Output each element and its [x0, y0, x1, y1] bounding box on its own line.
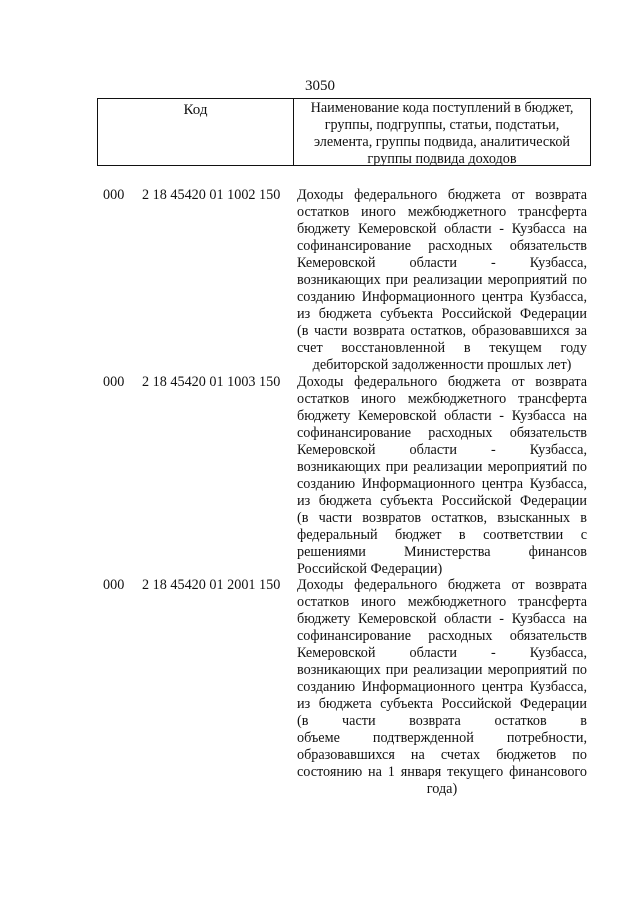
description-line: остатков иного межбюджетного трансферта	[297, 391, 587, 407]
header-name-line: элемента, группы подвида, аналитической	[313, 134, 571, 150]
header-code-cell: Код	[98, 99, 294, 165]
description-line: федеральный бюджет в соответствии с	[297, 527, 587, 543]
description-line: года)	[426, 781, 458, 797]
budget-code: 2 18 45420 01 2001 150	[142, 577, 281, 593]
description-line: созданию Информационного центра Кузбасса,	[297, 679, 587, 695]
page-number: 3050	[305, 78, 335, 94]
description-line: Доходы федерального бюджета от возврата	[297, 374, 587, 390]
header-name-line: группы подвида доходов	[367, 151, 517, 167]
description-line: дебиторской задолженности прошлых лет)	[312, 357, 572, 373]
admin-code: 000	[103, 187, 125, 203]
description-line: софинансирование расходных обязательств	[297, 425, 587, 441]
description-line: (в части возврата остатков в	[297, 713, 587, 729]
description-line: возникающих при реализации мероприятий по	[297, 459, 587, 475]
admin-code: 000	[103, 374, 125, 390]
description-line: возникающих при реализации мероприятий по	[297, 272, 587, 288]
budget-code: 2 18 45420 01 1003 150	[142, 374, 281, 390]
table-header	[97, 98, 591, 166]
description-line: Кемеровской области - Кузбасса,	[297, 255, 587, 271]
description-line: созданию Информационного центра Кузбасса,	[297, 476, 587, 492]
description-line: состоянию на 1 января текущего финансового	[297, 764, 587, 780]
description-line: остатков иного межбюджетного трансферта	[297, 204, 587, 220]
description-line: софинансирование расходных обязательств	[297, 238, 587, 254]
description-line: счет восстановленной в текущем году	[297, 340, 587, 356]
description-line: Кемеровской области - Кузбасса,	[297, 645, 587, 661]
description-line: бюджету Кемеровской области - Кузбасса на	[297, 221, 587, 237]
description-line: бюджету Кемеровской области - Кузбасса на	[297, 408, 587, 424]
budget-code: 2 18 45420 01 1002 150	[142, 187, 281, 203]
description-line: из бюджета субъекта Российской Федерации	[297, 306, 587, 322]
description-line: софинансирование расходных обязательств	[297, 628, 587, 644]
description-line: из бюджета субъекта Российской Федерации	[297, 696, 587, 712]
description-line: образовавшихся на счетах бюджетов по	[297, 747, 587, 763]
description-line: Доходы федерального бюджета от возврата	[297, 187, 587, 203]
description-line: бюджету Кемеровской области - Кузбасса на	[297, 611, 587, 627]
description-line: Доходы федерального бюджета от возврата	[297, 577, 587, 593]
description-line: Российской Федерации)	[297, 561, 443, 577]
header-name-cell	[294, 99, 590, 166]
income-description	[297, 577, 587, 798]
description-line: из бюджета субъекта Российской Федерации	[297, 493, 587, 509]
description-line: объеме подтвержденной потребности,	[297, 730, 587, 746]
description-line: (в части возврата остатков, образовавшихся за	[297, 323, 587, 339]
admin-code: 000	[103, 577, 125, 593]
description-line: остатков иного межбюджетного трансферта	[297, 594, 587, 610]
description-line: возникающих при реализации мероприятий по	[297, 662, 587, 678]
income-description	[297, 374, 587, 578]
header-name-line: Наименование кода поступлений в бюджет,	[310, 100, 574, 116]
description-line: созданию Информационного центра Кузбасса,	[297, 289, 587, 305]
header-name-line: группы, подгруппы, статьи, подстатьи,	[324, 117, 560, 133]
description-line: (в части возвратов остатков, взысканных в	[297, 510, 587, 526]
income-description	[297, 187, 587, 374]
description-line: решениями Министерства финансов	[297, 544, 587, 560]
description-line: Кемеровской области - Кузбасса,	[297, 442, 587, 458]
